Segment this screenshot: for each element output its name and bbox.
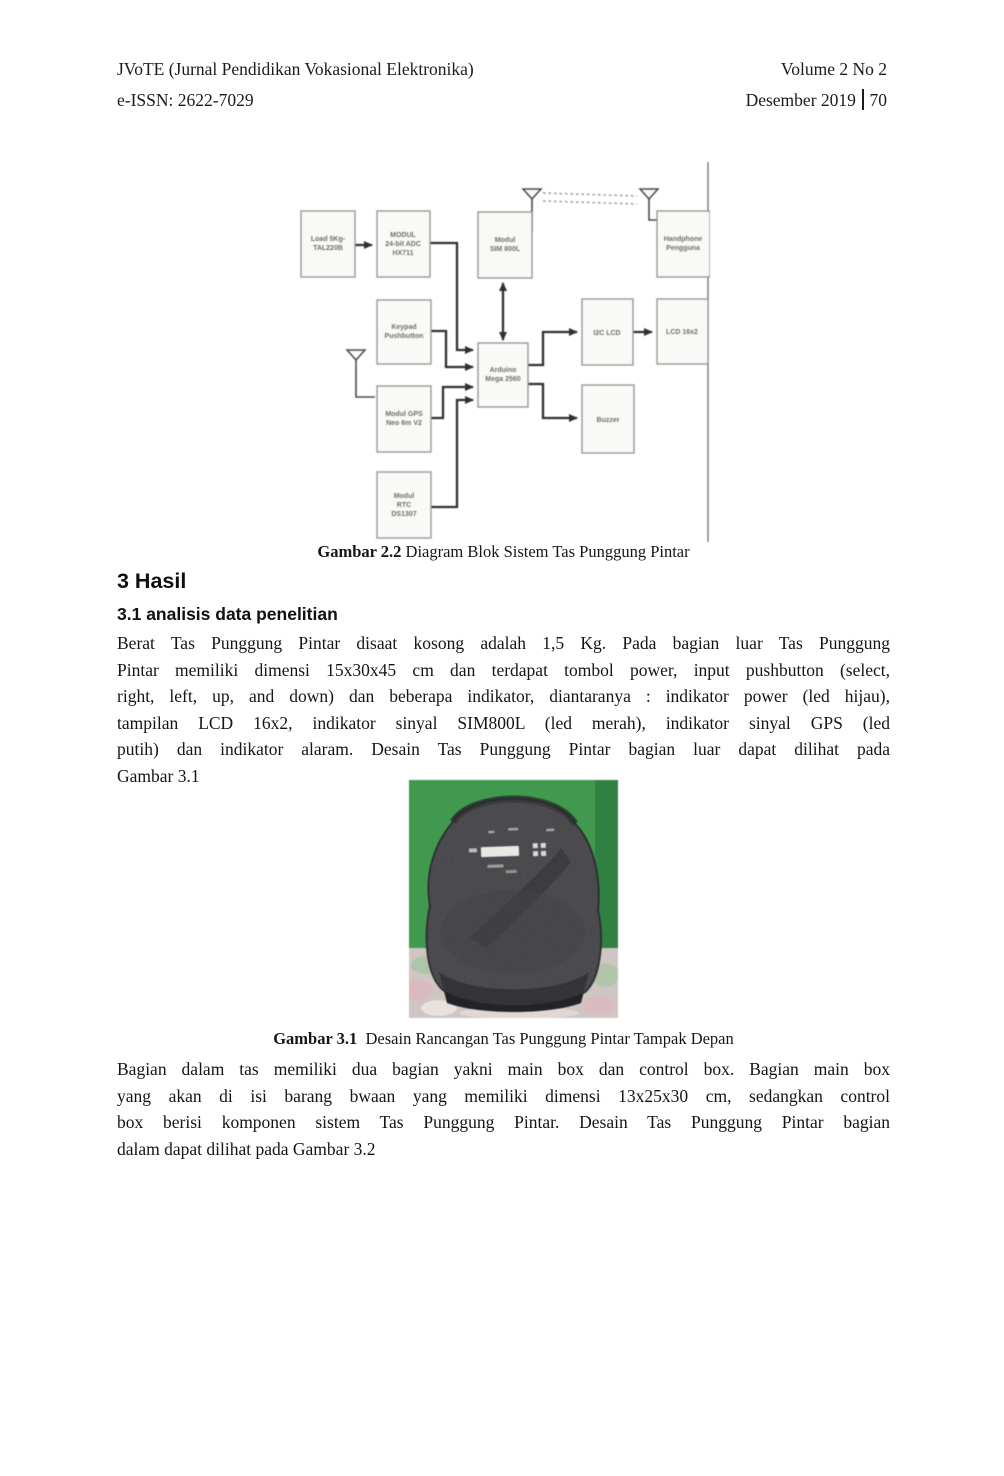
wireless-signal-dashes xyxy=(543,193,637,204)
issue-date: Desember 2019 xyxy=(745,90,856,110)
paragraph-line: Pintar memiliki dimensi 15x30x45 cm dan terdapat tombol power, input pushbutton (select, xyxy=(117,659,890,680)
svg-text:Modul GPS: Modul GPS xyxy=(385,411,423,418)
svg-text:TAL220B: TAL220B xyxy=(313,245,343,252)
handphone-antenna-icon xyxy=(640,189,658,220)
backpack-photo-svg xyxy=(409,780,618,1018)
diagram-box-rtc xyxy=(377,472,431,538)
svg-text:Arduino: Arduino xyxy=(489,367,517,374)
journal-title: JVoTE (Jurnal Pendidikan Vokasional Elektronika) xyxy=(117,59,474,79)
paragraph-line: yang akan di isi barang bwaan yang memiliki dimensi 13x25x30 cm, sedangkan control xyxy=(117,1085,890,1106)
diagram-box-lcd16x2 xyxy=(657,299,708,364)
gps-antenna-icon xyxy=(347,350,375,397)
paragraph-line: box berisi komponen sistem Tas Punggung Pintar. Desain Tas Punggung Pintar bagian xyxy=(117,1112,890,1132)
section-heading: 3 Hasil xyxy=(117,569,187,593)
svg-text:I2C LCD: I2C LCD xyxy=(593,330,621,337)
figure-backpack-photo xyxy=(409,780,618,1018)
diagram-box-buzzer xyxy=(582,385,634,453)
paragraph-line: right, left, up, and down) dan beberapa indikator, diantaranya : indikator power (led hijau), xyxy=(117,686,890,706)
svg-text:Neo 6m V2: Neo 6m V2 xyxy=(386,420,422,427)
svg-text:DS1307: DS1307 xyxy=(391,511,417,518)
svg-text:Modul: Modul xyxy=(494,237,516,244)
volume-info: Volume 2 No 2 xyxy=(780,59,887,79)
figure-3-1-caption xyxy=(117,1029,890,1049)
svg-text:Pushbutton: Pushbutton xyxy=(384,333,424,340)
svg-text:HX711: HX711 xyxy=(392,250,414,257)
paragraph-line: Berat Tas Punggung Pintar disaat kosong adalah 1,5 Kg. Pada bagian luar Tas Punggung xyxy=(117,633,890,653)
svg-text:Buzzer: Buzzer xyxy=(596,417,620,424)
paragraph-line: tampilan LCD 16x2, indikator sinyal SIM800L (led merah), indikator sinyal GPS (led xyxy=(117,712,890,733)
svg-text:MODUL: MODUL xyxy=(390,232,416,239)
svg-text:Mega 2560: Mega 2560 xyxy=(485,376,521,383)
block-diagram-svg xyxy=(280,160,710,545)
diagram-box-keypad xyxy=(377,300,431,364)
page-number: 70 xyxy=(869,90,887,110)
issue-date-page xyxy=(746,89,887,111)
divider-bar xyxy=(862,89,864,110)
svg-text:Load 5Kg-: Load 5Kg- xyxy=(310,236,346,243)
figure-block-diagram xyxy=(280,160,710,545)
svg-text:RTC: RTC xyxy=(396,502,412,509)
figure-2-2-caption-label: Gambar 2.2 xyxy=(317,542,402,561)
diagram-box-adc-hx711 xyxy=(377,211,430,277)
subsection-heading: 3.1 analisis data penelitian xyxy=(117,604,338,624)
svg-text:24-bit ADC: 24-bit ADC xyxy=(385,241,421,248)
page-header xyxy=(117,58,887,111)
svg-text:Handphone: Handphone xyxy=(663,236,703,243)
diagram-box-arduino xyxy=(478,343,528,407)
diagram-box-i2c-lcd xyxy=(582,299,633,365)
figure-3-1-caption-text: Desain Rancangan Tas Punggung Pintar Tampak Depan xyxy=(357,1029,734,1048)
figure-2-2-caption-text: Diagram Blok Sistem Tas Punggung Pintar xyxy=(401,542,690,561)
svg-text:LCD 16x2: LCD 16x2 xyxy=(666,329,698,336)
paragraph-line: Gambar 3.1 xyxy=(117,765,200,786)
diagram-box-load-cell xyxy=(301,211,355,277)
paragraph-line: Bagian dalam tas memiliki dua bagian yakni main box dan control box. Bagian main box xyxy=(117,1059,890,1079)
svg-text:Modul: Modul xyxy=(393,493,415,500)
journal-issn: e-ISSN: 2622-7029 xyxy=(117,90,254,110)
header-left xyxy=(117,58,474,111)
diagram-box-sim800l xyxy=(478,212,532,278)
diagram-box-handphone xyxy=(657,211,710,277)
diagram-box-gps xyxy=(377,386,431,452)
paragraph-line: dalam dapat dilihat pada Gambar 3.2 xyxy=(117,1138,376,1159)
figure-2-2-caption xyxy=(117,542,890,562)
paragraph-2 xyxy=(117,1056,890,1162)
svg-text:Pengguna: Pengguna xyxy=(666,245,700,252)
svg-text:Keypad: Keypad xyxy=(391,324,417,331)
paragraph-1 xyxy=(117,630,890,789)
paragraph-line: putih) dan indikator alaram. Desain Tas Punggung Pintar bagian luar dapat dilihat pada xyxy=(117,739,890,759)
svg-text:SIM 800L: SIM 800L xyxy=(489,246,521,253)
figure-3-1-caption-label: Gambar 3.1 xyxy=(273,1029,358,1048)
header-right xyxy=(746,58,887,111)
